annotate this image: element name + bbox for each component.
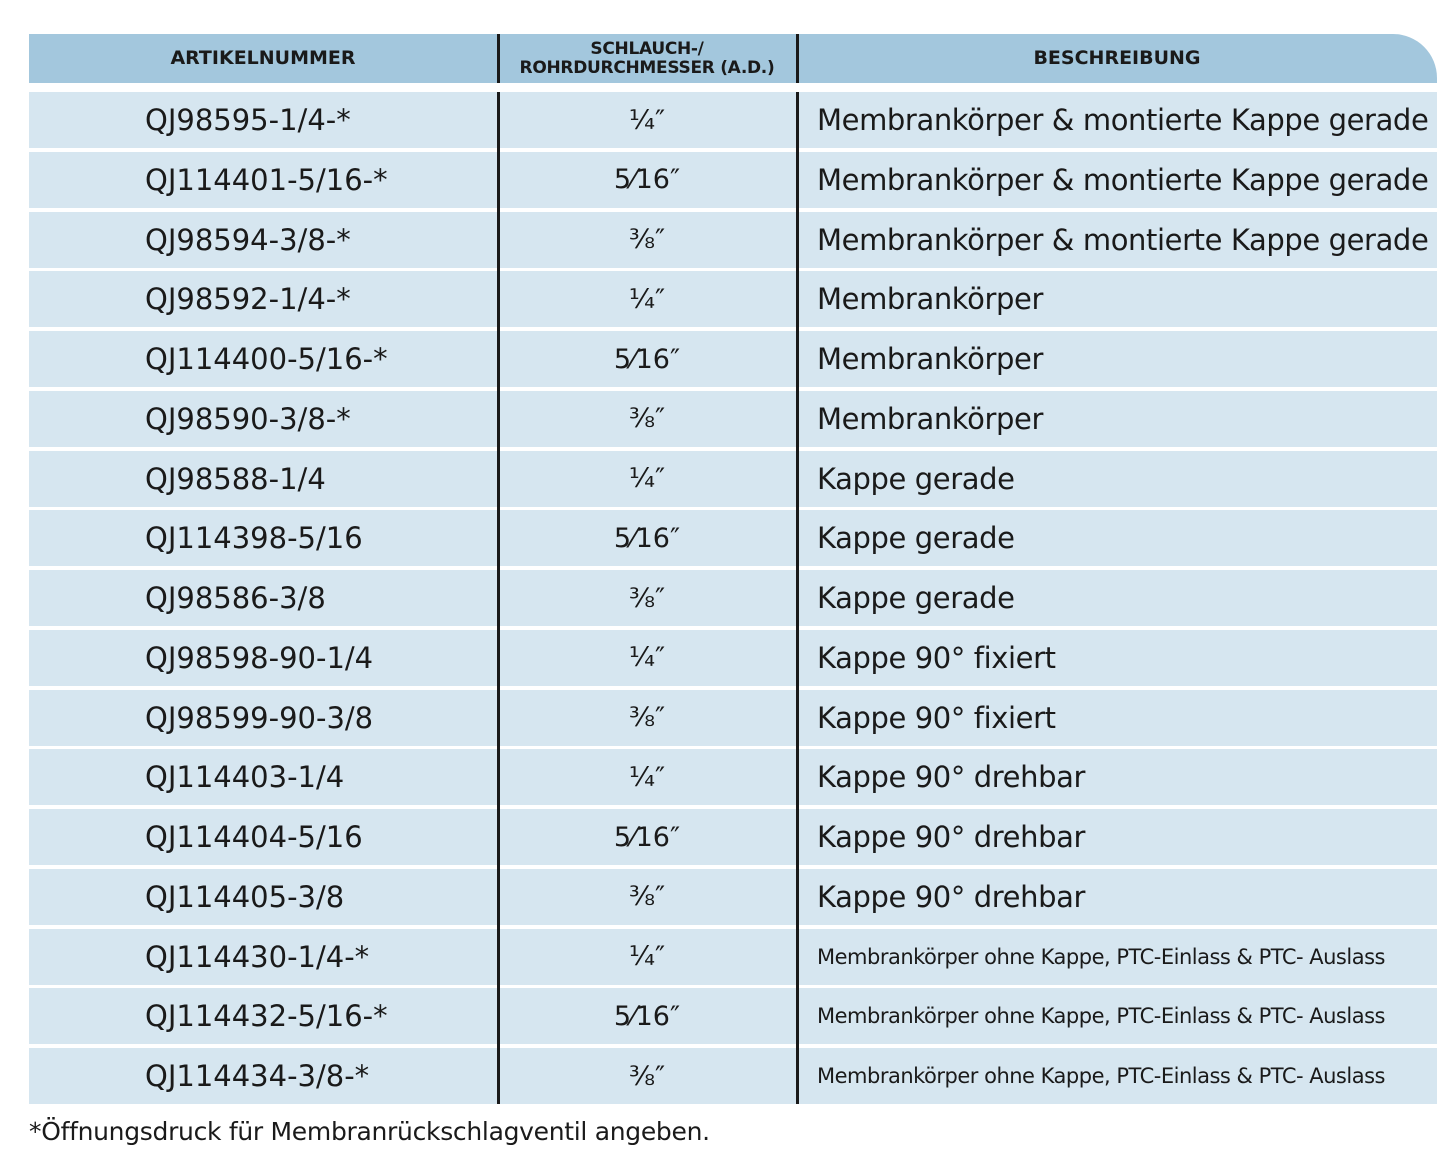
article-number-cell: QJ114405-3/8 [145,879,345,914]
diameter-cell: ⅜″ [628,224,666,255]
diameter-cell: 5⁄16″ [613,343,681,375]
diameter-cell: 5⁄16″ [613,522,681,554]
description-cell: Membrankörper & montierte Kappe gerade [817,222,1429,257]
table-row [29,869,1437,925]
table-row [29,152,1437,208]
diameter-cell: ⅜″ [628,881,666,913]
description-cell: Membrankörper ohne Kappe, PTC-Einlass & PTC- Auslass [817,1064,1385,1088]
header-divider-2 [796,34,799,83]
product-table [29,34,1437,1108]
article-number-cell: QJ98592-1/4-* [145,282,351,317]
description-cell: Kappe 90° drehbar [817,760,1085,795]
table-row [29,690,1437,746]
diameter-cell: ¼″ [628,283,666,315]
article-number-cell: QJ114398-5/16 [145,521,363,556]
table-row [29,212,1437,268]
article-number-cell: QJ98588-1/4 [145,461,326,496]
table-body [29,92,1437,1104]
header-diameter-line1: SCHLAUCH-/ [590,38,704,59]
diameter-cell: ¼″ [628,941,666,972]
table-row [29,331,1437,387]
table-row [29,391,1437,447]
diameter-cell: ⅜″ [628,403,666,435]
diameter-cell: ¼″ [628,642,666,674]
header-diameter-line2: ROHRDURCHMESSER (A.D.) [519,57,775,78]
description-cell: Membrankörper & montierte Kappe gerade [817,162,1429,197]
article-number-cell: QJ114404-5/16 [145,820,363,854]
diameter-cell: ¼″ [628,761,666,793]
article-number-cell: QJ114434-3/8-* [145,1059,370,1093]
table-row [29,809,1437,865]
table-row [29,630,1437,686]
description-cell: Kappe 90° fixiert [817,700,1056,735]
table-row [29,510,1437,566]
diameter-cell: 5⁄16″ [613,164,681,196]
description-cell: Kappe gerade [817,521,1015,556]
description-cell: Membrankörper & montierte Kappe gerade [817,103,1429,137]
table-row [29,1048,1437,1104]
column-divider-2 [796,92,799,1104]
article-number-cell: QJ114400-5/16-* [145,342,388,376]
article-number-cell: QJ114403-1/4 [145,760,345,795]
description-cell: Membrankörper [817,282,1043,317]
description-cell: Kappe 90° fixiert [817,640,1056,675]
article-number-cell: QJ114430-1/4-* [145,939,370,974]
table-row [29,749,1437,805]
article-number-cell: QJ114432-5/16-* [145,999,388,1034]
diameter-cell: ¼″ [628,463,666,494]
article-number-cell: QJ98599-90-3/8 [145,700,374,735]
table-row [29,570,1437,626]
diameter-cell: 5⁄16″ [613,821,681,853]
footnote: *Öffnungsdruck für Membranrückschlagventil angeben. [29,1117,710,1146]
header-description: BESCHREIBUNG [1033,47,1201,69]
description-cell: Kappe 90° drehbar [817,820,1085,854]
table-row [29,988,1437,1044]
description-cell: Membrankörper ohne Kappe, PTC-Einlass & PTC- Auslass [817,944,1385,969]
table-header [29,34,1437,83]
diameter-cell: ⅜″ [628,582,666,614]
article-number-cell: QJ98598-90-1/4 [145,640,374,675]
table-row [29,451,1437,507]
table-row [29,929,1437,985]
article-number-cell: QJ98586-3/8 [145,581,326,615]
diameter-cell: ⅜″ [628,702,666,733]
article-number-cell: QJ98594-3/8-* [145,222,351,257]
description-cell: Kappe 90° drehbar [817,879,1085,914]
description-cell: Membrankörper [817,342,1043,376]
diameter-cell: ⅜″ [628,1060,666,1092]
table-row [29,92,1437,148]
description-cell: Membrankörper ohne Kappe, PTC-Einlass & PTC- Auslass [817,1004,1385,1029]
description-cell: Kappe gerade [817,461,1015,496]
diameter-cell: ¼″ [628,104,666,136]
header-diameter [497,34,797,83]
column-divider-1 [497,92,500,1104]
description-cell: Membrankörper [817,401,1043,436]
header-article-number: ARTIKELNUMMER [170,47,356,69]
article-number-cell: QJ98590-3/8-* [145,401,351,436]
article-number-cell: QJ98595-1/4-* [145,103,351,137]
article-number-cell: QJ114401-5/16-* [145,162,388,197]
description-cell: Kappe gerade [817,581,1015,615]
table-row [29,271,1437,327]
header-divider-1 [497,34,500,83]
diameter-cell: 5⁄16″ [613,1000,681,1032]
